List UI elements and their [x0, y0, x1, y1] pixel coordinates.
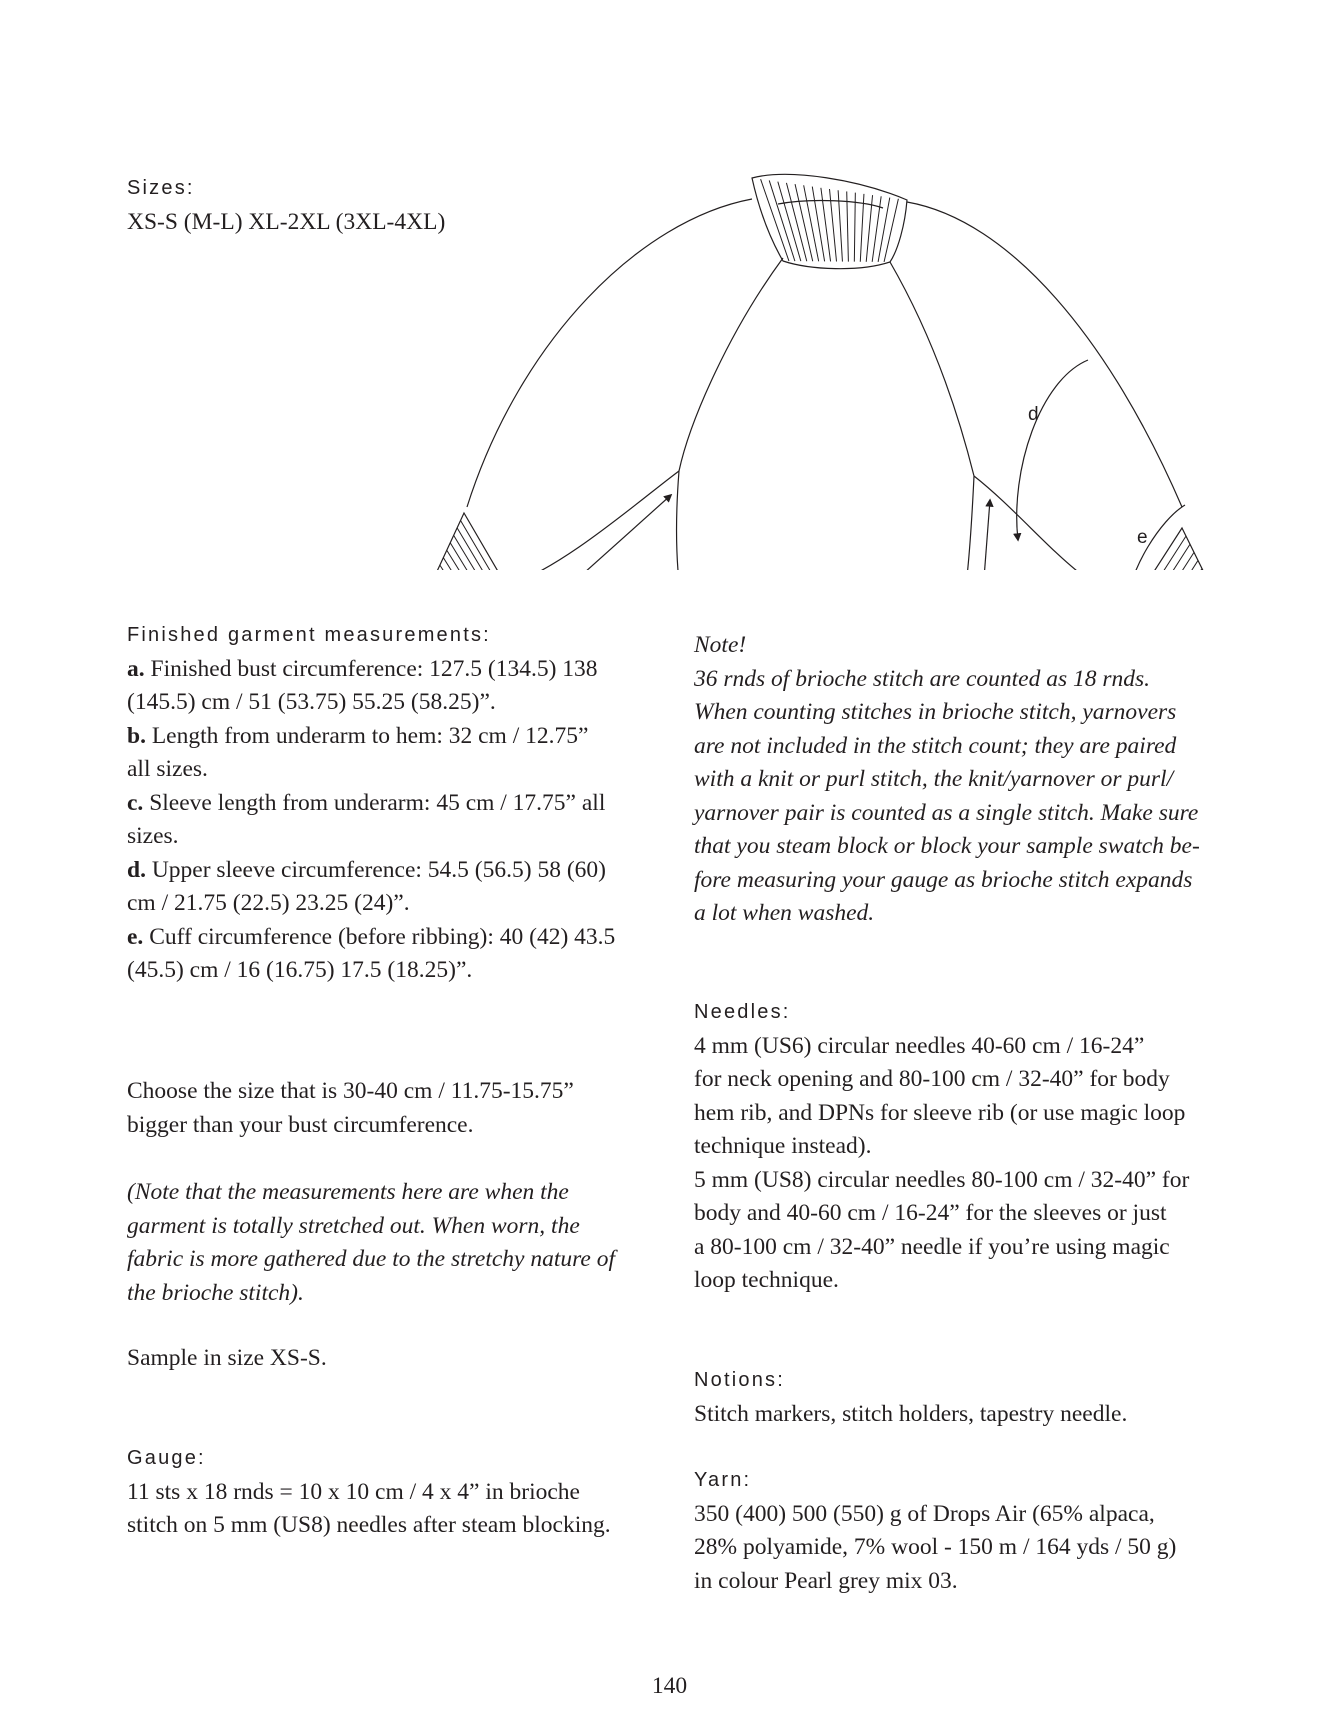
rib-line: [884, 199, 898, 262]
label-d: d: [1028, 404, 1039, 425]
measurement-line: [127, 753, 667, 787]
rib-line: [761, 179, 789, 261]
rib-line: [461, 520, 500, 570]
body-outline: [677, 258, 974, 570]
note-section: [694, 629, 1200, 931]
page-number: 140: [651, 1673, 688, 1699]
label-e: e: [1137, 527, 1148, 548]
needles-line: for neck opening and 80-100 cm / 32-40” for body: [694, 1066, 1170, 1092]
rib-line: [860, 194, 864, 262]
sweater-schematic-diagram: [420, 150, 1220, 570]
note-line: yarnover pair is counted as a single stitch. Make sure: [694, 799, 1199, 826]
note-line: a lot when washed.: [694, 900, 875, 926]
paragraph-line: the brioche stitch).: [127, 1279, 304, 1306]
sizes-heading: Sizes:: [127, 177, 195, 199]
needles-line: 4 mm (US6) circular needles 40-60 cm / 16-24”: [694, 1032, 1145, 1059]
note-line: fore measuring your gauge as brioche stitch expands: [694, 866, 1193, 893]
rib-line: [854, 193, 855, 262]
yarn-heading: Yarn:: [694, 1469, 752, 1491]
measurement-text: Length from underarm to hem: 32 cm / 12.75”: [151, 722, 589, 749]
note-heading: Note!: [694, 632, 747, 658]
rib-line: [830, 189, 837, 262]
measurements-heading: Finished garment measurements:: [127, 624, 491, 646]
measurement-line: [127, 854, 667, 888]
paragraph-line: bigger than your bust circumference.: [127, 1111, 474, 1138]
measurement-key: d.: [127, 856, 146, 883]
measure-d-loop: [1017, 360, 1088, 540]
notions-text: Stitch markers, stitch holders, tapestry needle.: [694, 1400, 1128, 1427]
measurement-text: (45.5) cm / 16 (16.75) 17.5 (18.25)”.: [127, 957, 473, 983]
gauge-heading: Gauge:: [127, 1447, 206, 1469]
measurement-line: [127, 720, 667, 754]
choose-size-paragraph: [127, 1075, 574, 1142]
measurement-key: c.: [127, 789, 144, 816]
yarn-line: 350 (400) 500 (550) g of Drops Air (65% alpaca,: [694, 1500, 1155, 1527]
notions-heading: Notions:: [694, 1369, 785, 1391]
measurement-key: e.: [127, 923, 144, 950]
measurement-text: Finished bust circumference: 127.5 (134.5) 138: [150, 655, 598, 682]
measurement-text: Cuff circumference (before ribbing): 40 (42) 43.5: [149, 923, 616, 950]
note-line: 36 rnds of brioche stitch are counted as 18 rnds.: [694, 665, 1151, 692]
gauge-section: [127, 1442, 611, 1543]
note-line: When counting stitches in brioche stitch, yarnovers: [694, 699, 1177, 725]
measurements-section: [127, 619, 667, 988]
measurement-text: (145.5) cm / 51 (53.75) 55.25 (58.25)”.: [127, 689, 496, 715]
measure-b-arrow: [972, 500, 990, 570]
yarn-section: [694, 1464, 1176, 1598]
rib-line: [1145, 544, 1190, 570]
measurement-line: [127, 653, 667, 687]
measurement-line: [127, 887, 667, 921]
needles-line: technique instead).: [694, 1133, 872, 1159]
rib-line: [866, 195, 872, 262]
needles-line: hem rib, and DPNs for sleeve rib (or use magic loop: [694, 1099, 1186, 1126]
sizes-value: XS-S (M-L) XL-2XL (3XL-4XL): [127, 208, 446, 235]
measurement-key: b.: [127, 722, 146, 749]
needles-line: body and 40-60 cm / 16-24” for the sleeves or just: [694, 1200, 1167, 1226]
measurement-text: cm / 21.75 (22.5) 23.25 (24)”.: [127, 890, 410, 916]
measurement-text: Sleeve length from underarm: 45 cm / 17.75” all: [149, 789, 606, 816]
paragraph-line: (Note that the measurements here are when the: [127, 1179, 569, 1205]
sample-size-text: Sample in size XS-S.: [127, 1345, 327, 1371]
measurement-line: [127, 820, 667, 854]
measurement-text: Upper sleeve circumference: 54.5 (56.5) 58 (60): [151, 856, 606, 883]
measurement-text: sizes.: [127, 823, 179, 849]
needles-line: 5 mm (US8) circular needles 80-100 cm / 32-40” for: [694, 1166, 1190, 1193]
yarn-line: 28% polyamide, 7% wool - 150 m / 164 yds / 50 g): [694, 1534, 1177, 1560]
paragraph-line: garment is totally stretched out. When worn, the: [127, 1212, 580, 1239]
measurement-line: [127, 954, 667, 988]
gauge-line: stitch on 5 mm (US8) needles after steam blocking.: [127, 1512, 611, 1538]
sizes-section: [127, 172, 445, 239]
yarn-line: in colour Pearl grey mix 03.: [694, 1567, 958, 1594]
note-line: with a knit or purl stitch, the knit/yarnover or purl/: [694, 766, 1174, 792]
measurement-key: a.: [127, 655, 145, 682]
left-sleeve: [433, 199, 752, 570]
gauge-line: 11 sts x 18 rnds = 10 x 10 cm / 4 x 4” in brioche: [127, 1478, 580, 1505]
rib-line: [1161, 569, 1202, 570]
measurement-line: [127, 787, 667, 821]
neckband: [752, 174, 907, 268]
needles-heading: Needles:: [694, 1001, 791, 1023]
measurement-text: all sizes.: [127, 756, 208, 782]
measure-c-arrow: [487, 495, 671, 570]
paragraph-line: Choose the size that is 30-40 cm / 11.75-15.75”: [127, 1078, 574, 1104]
needles-line: loop technique.: [694, 1267, 839, 1293]
note-line: that you steam block or block your sample swatch be-: [694, 833, 1200, 859]
notions-section: [694, 1364, 1127, 1431]
needles-line: a 80-100 cm / 32-40” needle if you’re using magic: [694, 1233, 1170, 1260]
needles-section: [694, 996, 1189, 1298]
rib-line: [812, 187, 824, 262]
rib-line: [769, 180, 795, 261]
rib-line: [804, 185, 819, 261]
stretch-note-paragraph: [127, 1176, 615, 1310]
paragraph-line: fabric is more gathered due to the stretchy nature of: [127, 1246, 615, 1272]
measurement-line: [127, 686, 667, 720]
note-line: are not included in the stitch count; they are paired: [694, 732, 1177, 759]
right-sleeve: [907, 202, 1218, 570]
measurement-line: [127, 921, 667, 955]
